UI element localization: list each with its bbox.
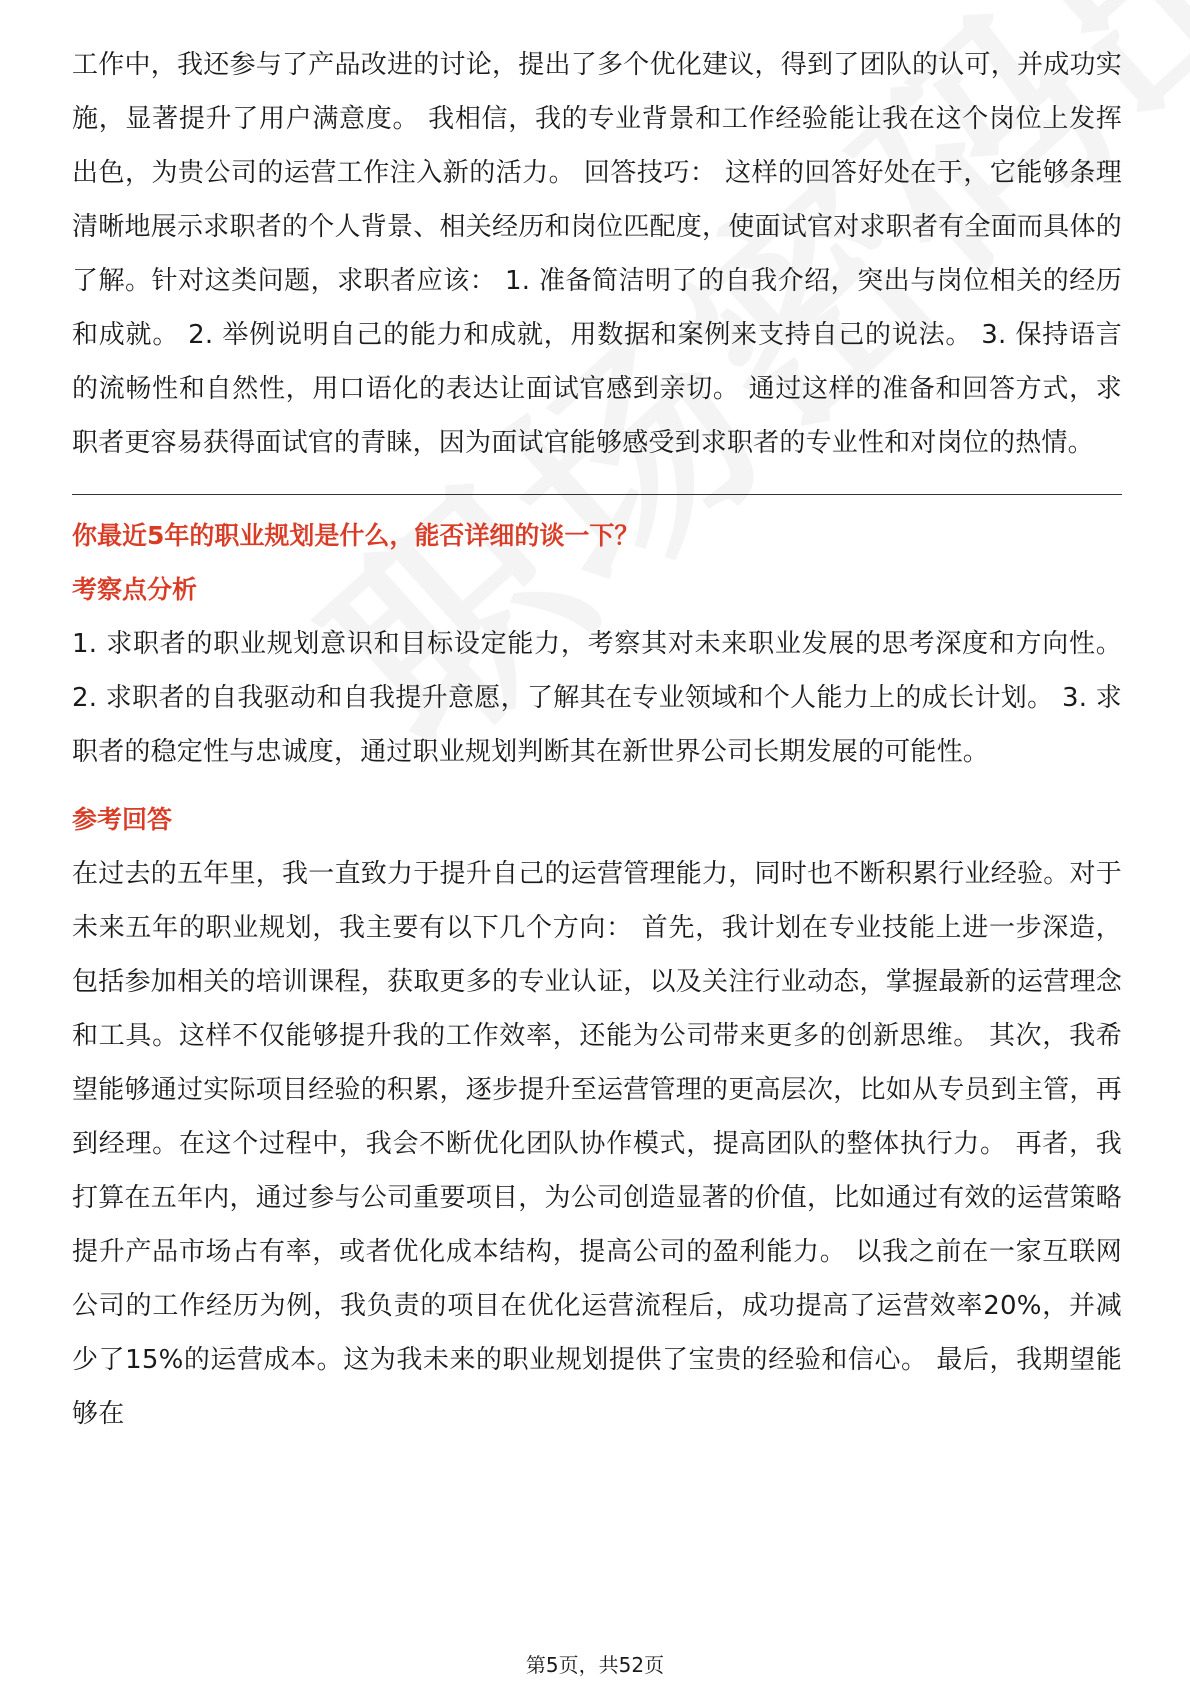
answer-text: 在过去的五年里，我一直致力于提升自己的运营管理能力，同时也不断积累行业经验。对于未来五年的职业规划，我主要有以下几个方向： 首先，我计划在专业技能上进一步深造，包括参加相关的培训课程，获取更多的专业认证，以及关注行业动态，掌握最新的运营理念和工具。这样不仅能够提升我的工作效率，还能为公司带来更多的创新思维。 其次，我希望能够通过实际项目经验的积累，逐步提升至运营管理的更高层次，比如从专员到主管，再到经理。在这个过程中，我会不断优化团队协作模式，提高团队的整体执行力。 再者，我打算在五年内，通过参与公司重要项目，为公司创造显著的价值，比如通过有效的运营策略提升产品市场占有率，或者优化成本结构，提高公司的盈利能力。 以我之前在一家互联网公司的工作经历为例，我负责的项目在优化运营流程后，成功提高了运营效率20%，并减少了15%的运营成本。这为我未来的职业规划提供了宝贵的经验和信心。 最后，我期望能够在 [72,859,1122,1429]
spacer [72,779,1122,793]
analysis-text: 1. 求职者的职业规划意识和目标设定能力，考察其对未来职业发展的思考深度和方向性。 2. 求职者的自我驱动和自我提升意愿，了解其在专业领域和个人能力上的成长计划。 3. 求职者的稳定性与忠诚度，通过职业规划判断其在新世界公司长期发展的可能性。 [72,629,1122,767]
section-divider [72,494,1122,495]
analysis-heading: 考察点分析 [72,575,198,604]
answer-heading: 参考回答 [72,805,173,834]
question-title: 你最近5年的职业规划是什么，能否详细的谈一下？ [72,521,640,550]
page-content [72,38,1122,1441]
intro-paragraph: 工作中，我还参与了产品改进的讨论，提出了多个优化建议，得到了团队的认可，并成功实施，显著提升了用户满意度。 我相信，我的专业背景和工作经验能让我在这个岗位上发挥出色，为贵公司的运营工作注入新的活力。 回答技巧： 这样的回答好处在于，它能够条理清晰地展示求职者的个人背景、相关经历和岗位匹配度，使面试官对求职者有全面而具体的了解。针对这类问题，求职者应该： 1. 准备简洁明了的自我介绍，突出与岗位相关的经历和成就。 2. 举例说明自己的能力和成就，用数据和案例来支持自己的说法。 3. 保持语言的流畅性和自然性，用口语化的表达让面试官感到亲切。 通过这样的准备和回答方式，求职者更容易获得面试官的青睐，因为面试官能够感受到求职者的专业性和对岗位的热情。 [72,50,1123,458]
page-number-footer: 第5页，共52页 [525,1653,665,1677]
